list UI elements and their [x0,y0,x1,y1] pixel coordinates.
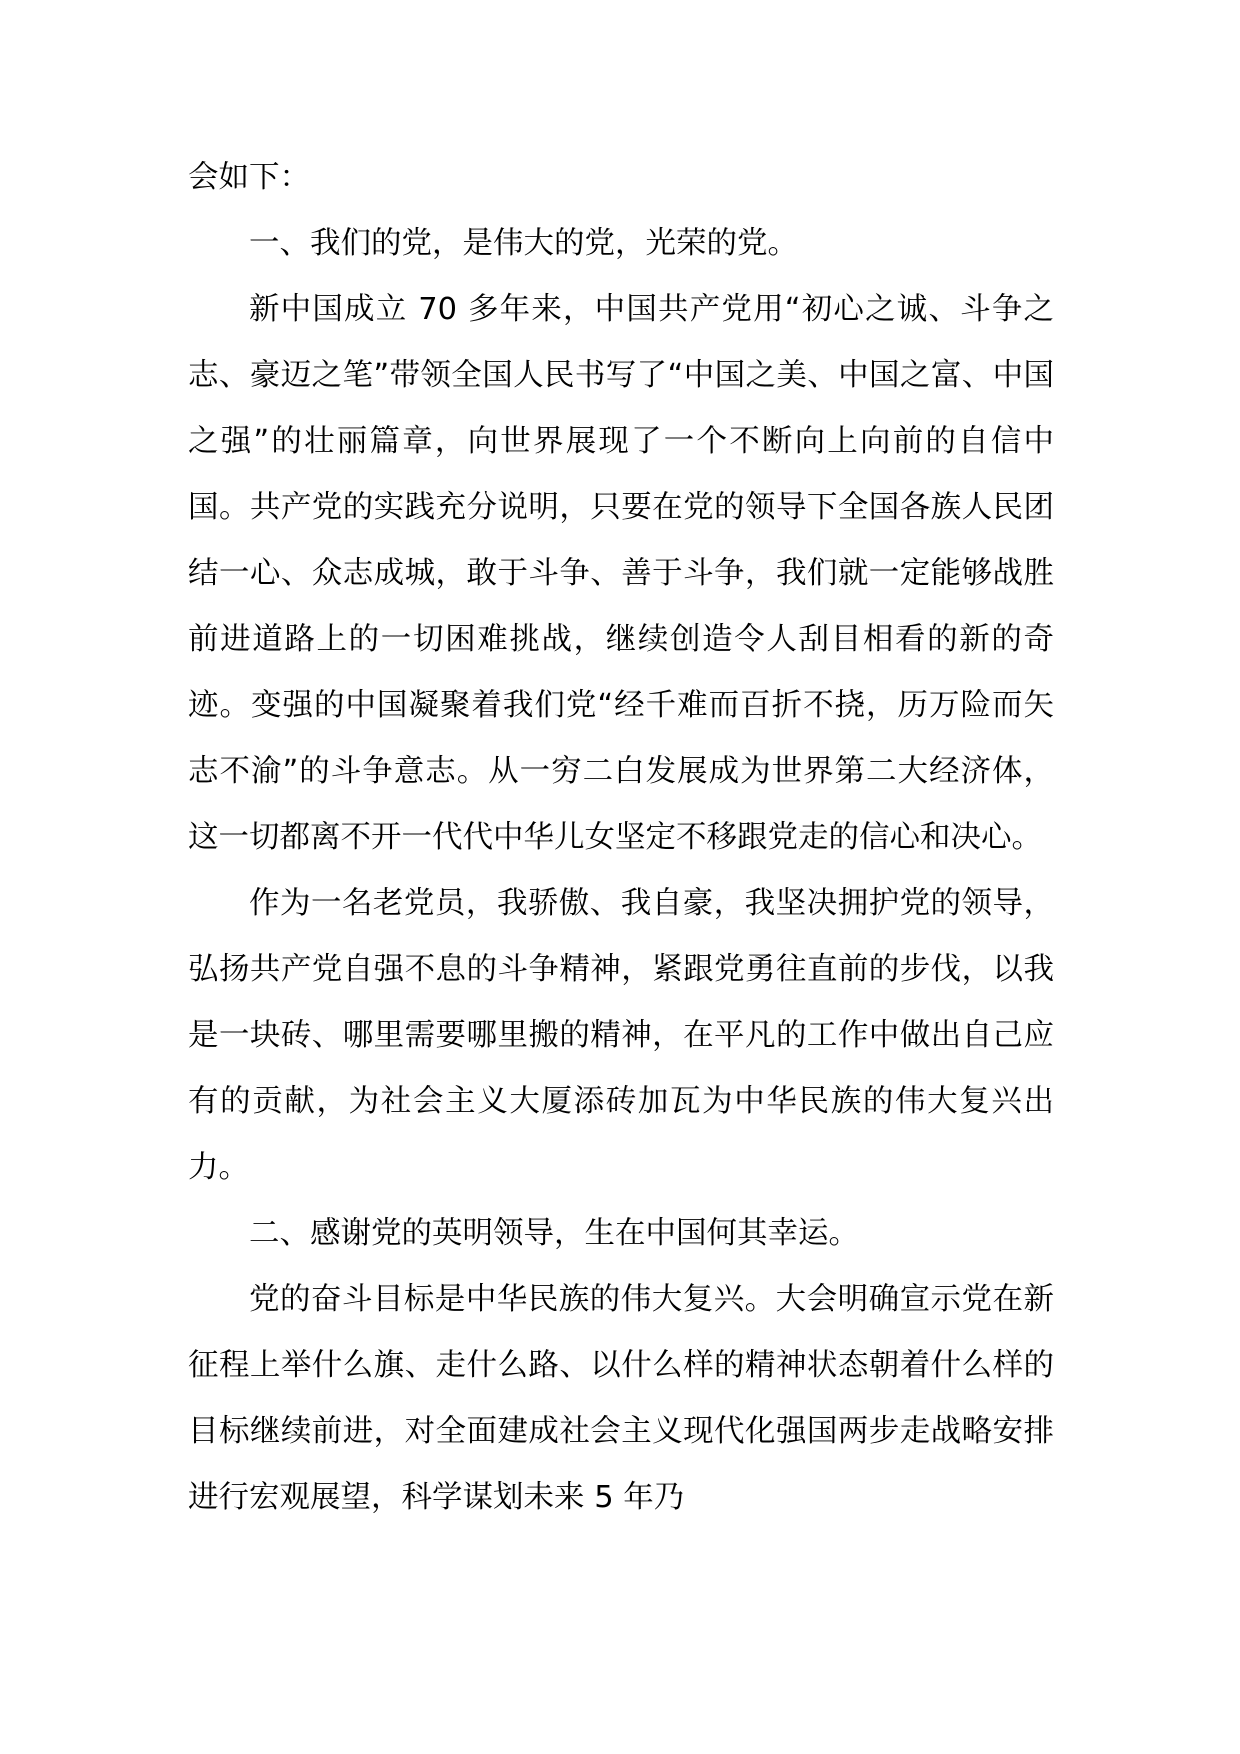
document-page [188,145,1054,1531]
paragraph-body: 新中国成立 70 多年来，中国共产党用“初心之诚、斗争之志、豪迈之笔”带领全国人民书写了“中国之美、中国之富、中国之强”的壮丽篇章，向世界展现了一个不断向上向前的自信中国。共产党的实践充分说明，只要在党的领导下全国各族人民团结一心、众志成城，敢于斗争、善于斗争，我们就一定能够战胜前进道路上的一切困难挑战，继续创造令人刮目相看的新的奇迹。变强的中国凝聚着我们党“经千难而百折不挠，历万险而矢志不渝”的斗争意志。从一穷二白发展成为世界第二大经济体，这一切都离不开一代代中华儿女坚定不移跟党走的信心和决心。 [188,292,1054,855]
paragraph-continuation: 会如下： [188,160,310,195]
section-heading-1: 一、我们的党，是伟大的党，光荣的党。 [249,226,798,261]
paragraph-body: 作为一名老党员，我骄傲、我自豪，我坚决拥护党的领导，弘扬共产党自强不息的斗争精神，紧跟党勇往直前的步伐，以我是一块砖、哪里需要哪里搬的精神，在平凡的工作中做出自己应有的贡献，为社会主义大厦添砖加瓦为中华民族的伟大复兴出力。 [188,886,1054,1185]
paragraph-body: 党的奋斗目标是中华民族的伟大复兴。大会明确宣示党在新征程上举什么旗、走什么路、以什么样的精神状态朝着什么样的目标继续前进，对全面建成社会主义现代化强国两步走战略安排进行宏观展望，科学谋划未来 5 年乃 [188,1282,1054,1515]
section-heading-2: 二、感谢党的英明领导，生在中国何其幸运。 [249,1216,859,1251]
